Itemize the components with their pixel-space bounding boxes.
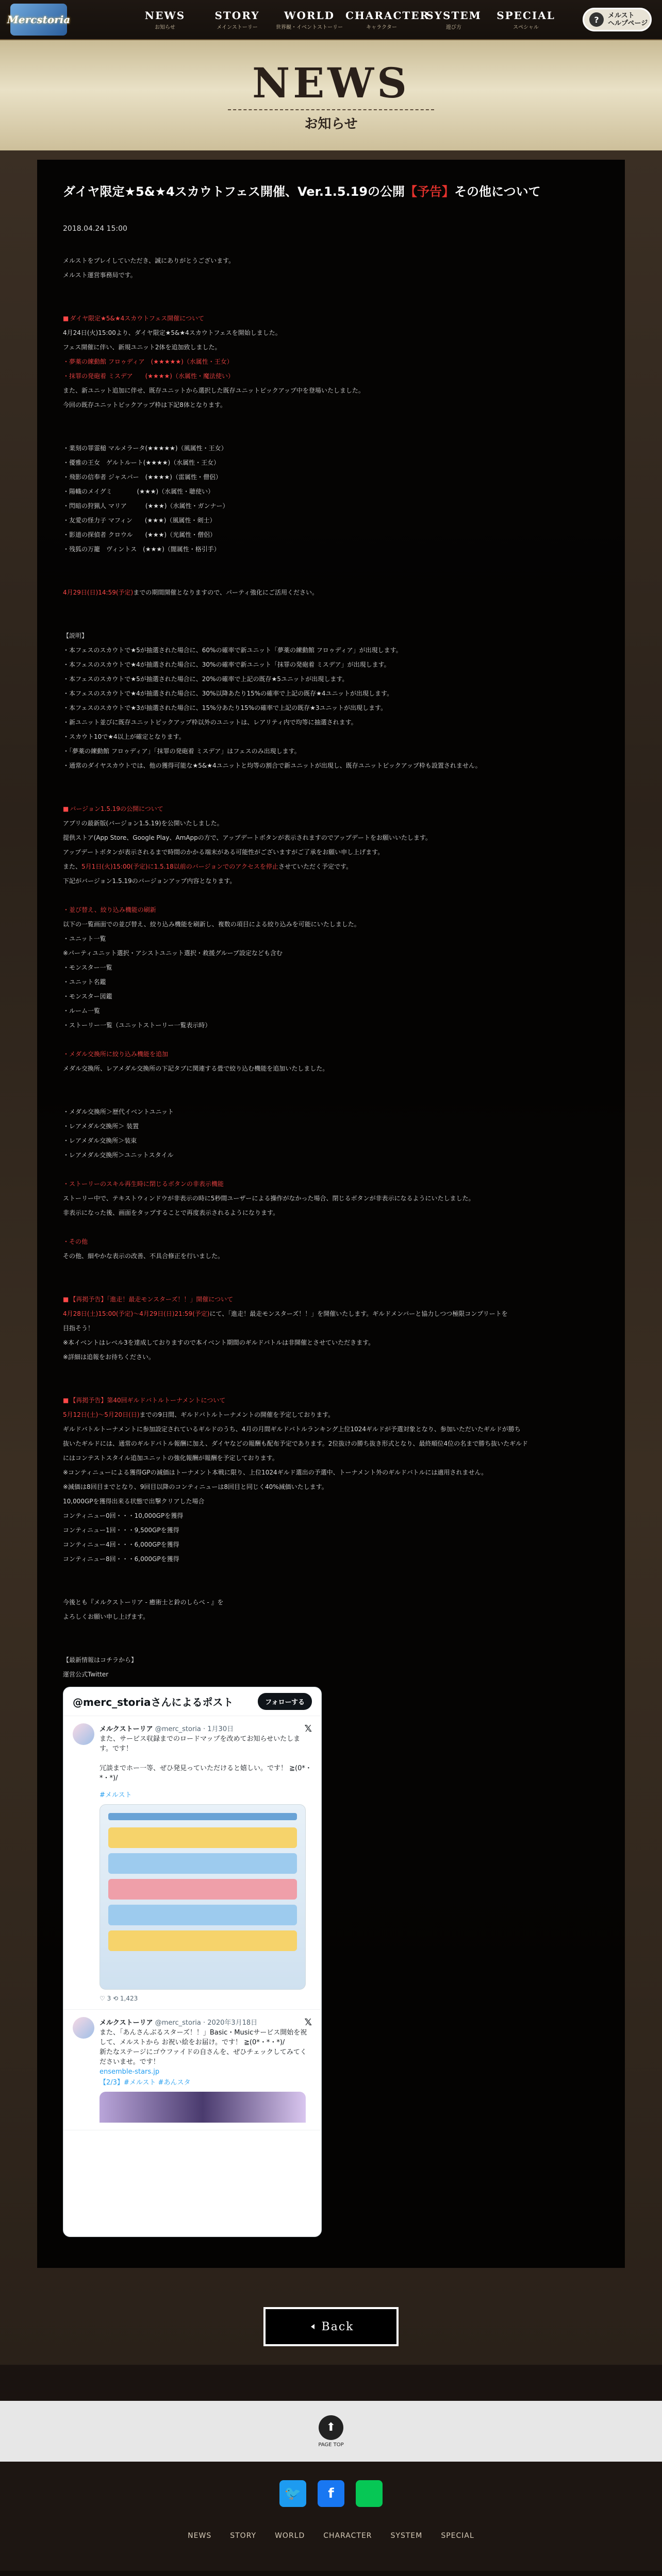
nav-label: WORLD [284, 9, 335, 22]
article-line [63, 1090, 599, 1105]
article-line: 【説明】 [63, 632, 88, 639]
article-line: また、新ユニット追加に伴せ、既存ユニットから選択した既存ユニットピックアップ中を登場いたしました。 [63, 387, 365, 394]
article-line: ・ストーリー一覧（ユニットストーリー一覧表示時） [63, 1022, 211, 1029]
article-line: コンティニュー0回・・・10,000GPを獲得 [63, 1512, 184, 1519]
nav-label: NEWS [144, 9, 186, 22]
article-line: 運営公式Twitter [63, 1671, 109, 1678]
article-line: ・業刻の罪霊槌 マルメラータ(★★★★★)（風属性・王女） [63, 445, 227, 452]
tweet-actions[interactable] [100, 1995, 312, 2002]
article-line [63, 427, 599, 441]
article-line: ・スカウト10で★4以上が確定となります。 [63, 733, 185, 740]
article-line: ・ユニット名鑑 [63, 978, 106, 986]
article-date: 2018.04.24 15:00 [63, 225, 127, 233]
line-icon[interactable] [356, 2480, 383, 2507]
article-line: よろしくお願い申し上げます。 [63, 1613, 150, 1620]
article-title-tail: その他について [454, 184, 541, 199]
article-line [63, 1624, 599, 1638]
nav-world[interactable] [273, 9, 345, 30]
article-line [63, 773, 599, 787]
site-footer [0, 2462, 662, 2576]
nav-label: STORY [214, 9, 260, 22]
article-line: ・レアメダル交換所＞装束 [63, 1137, 137, 1144]
article-line [63, 1076, 599, 1090]
tweet-image[interactable] [100, 1804, 306, 1990]
section-heading: ■ バージョン1.5.19の公開について [63, 802, 599, 816]
article-line: ・友愛の怪力子 マフィン (★★★)（風属性・剣士） [63, 517, 216, 524]
x-logo-icon: 𝕏 [304, 1723, 312, 1734]
article-line [63, 1220, 599, 1234]
article-line: ・飛影の信奉者 ジャスパー (★★★★)（雷属性・僧侶） [63, 473, 222, 481]
article-line [63, 556, 599, 571]
nav-sublabel: 世界観・イベントストーリー [276, 24, 343, 30]
nav-news[interactable] [129, 9, 201, 30]
image-graphic [108, 1905, 297, 1925]
article-line: にはコンテストスタイル追加ユニットの強化報酬が報酬を予定しております。 [63, 1454, 278, 1462]
article-line: ・残狐の万籠 ヴィントス (★★★)（闇属性・格引手） [63, 546, 220, 553]
footer-nav [0, 2532, 662, 2540]
page-title: NEWS [252, 58, 410, 107]
article-line: ・閃暗の狩猟人 マリア (★★★)（水属性・ガンナー） [63, 502, 229, 510]
back-label: Back [321, 2320, 354, 2333]
tweet-link[interactable]: ensemble-stars.jp [100, 2068, 160, 2076]
article-line: メルスト運営事務局です。 [63, 272, 137, 279]
question-icon: ? [589, 12, 604, 27]
article-line: ・レアメダル交換所＞ユニットスタイル [63, 1151, 174, 1159]
global-nav [129, 9, 562, 30]
nav-system[interactable] [418, 9, 490, 30]
image-graphic [108, 1930, 297, 1951]
article-line: ・その他 [63, 1238, 88, 1245]
article-line: ・本フェスのスカウトで★5が抽選された場合に、20%の確率で上記の既存★5ユニットが出現します。 [63, 675, 349, 683]
avatar[interactable] [73, 2017, 94, 2039]
back-wrap [0, 2307, 662, 2346]
twitter-icon[interactable]: 🐦 [279, 2480, 306, 2507]
article-line [63, 1581, 599, 1595]
article-text: 5月1日(火)15:00(予定)に1.5.18以前のバージョンでのアクセスを停止 [81, 863, 278, 870]
tweet-image[interactable] [100, 2092, 306, 2123]
article-text: までの期間開催となりますので、パーティ強化にご活用ください。 [133, 589, 319, 596]
nav-special[interactable] [490, 9, 562, 30]
article-text: 4月28日(土)15:00(予定)〜4月29日(日)21:59(予定) [63, 1310, 210, 1317]
article-line: ・メダル交換所＞歴代イベントユニット [63, 1108, 174, 1115]
article-title [63, 182, 599, 201]
news-article [37, 160, 625, 2268]
avatar[interactable] [73, 1723, 94, 1745]
tweet-author: メルクストーリア [100, 2019, 153, 2027]
article-title-tag: 【予告】 [405, 184, 455, 199]
nav-sublabel: スペシャル [513, 24, 539, 30]
article-line [63, 297, 599, 311]
help-label [608, 12, 648, 27]
tweet[interactable] [63, 1716, 321, 2010]
article-line: ・「夢薬の練動館 フロゥディア」「抹罪の発砲着 ミスデア」はフェスのみ出現します。 [63, 748, 301, 755]
article-line [63, 787, 599, 802]
article-line: コンティニュー8回・・・6,000GPを獲得 [63, 1555, 179, 1563]
site-header [0, 0, 662, 40]
article-line: 抜いたギルドには、通常のギルドバトル報酬に加え、ダイヤなどの報酬も配布予定であります。2位抜けの勝ち抜き形式となり、最終順位4位の名まで勝ち抜いたギルド [63, 1440, 528, 1447]
article-line: ギルドバトルトーナメントに参加設定されているギルドのうち、4月の月間ギルドバトルランキング上位1024ギルドが予選対象となり、参加いただいたギルドが勝ち [63, 1426, 521, 1433]
article-line [63, 571, 599, 585]
footer-nav-system[interactable]: SYSTEM [390, 2532, 423, 2540]
article-text: にて、「進走！最走モンスターズ！！」を開催いたします。ギルドメンバーと協力しつつ極限コンプリートを [209, 1310, 508, 1317]
footer-nav-story[interactable]: STORY [230, 2532, 257, 2540]
article-line [63, 1307, 599, 1321]
article-body [63, 253, 599, 1682]
article-line: ・通常のダイヤスカウトでは、他の獲得可能な★5&★4ユニットと均等の割合で新ユニットが出現し、既存ユニットピックアップ枠も設置されません。 [63, 762, 482, 769]
nav-sublabel: キャラクター [366, 24, 397, 30]
image-graphic [108, 1827, 297, 1848]
page-top-area [0, 2401, 662, 2462]
page-top-label[interactable]: PAGE TOP [318, 2442, 344, 2448]
article-line: ・陽幟のメイグミ (★★★)（水属性・聴使い） [63, 488, 214, 495]
article-line: ・ユニット一覧 [63, 935, 106, 942]
article-title-main: ダイヤ限定★5&★4スカウトフェス開催、Ver.1.5.19の公開 [63, 184, 405, 199]
article-line [63, 585, 599, 600]
article-line: ※パーティユニット選択・アシストユニット選択・救援グループ設定なども含む [63, 950, 283, 957]
nav-label: SYSTEM [426, 9, 482, 22]
twitter-embed[interactable] [63, 1687, 322, 2237]
section-heading: ■ 【再掲予告】「進走！最走モンスターズ！！」開催について [63, 1292, 599, 1307]
article-line [63, 412, 599, 427]
article-line [63, 859, 599, 874]
article-line: ・優雅の王女 ゲルトルート(★★★★)（水属性・王女） [63, 459, 220, 466]
article-line [63, 600, 599, 614]
tweet-handle: @merc_storia · 2020年3月18日 [155, 2019, 258, 2027]
footer-nav-character[interactable]: CHARACTER [323, 2532, 372, 2540]
article-text: させていただく予定です。 [278, 863, 352, 870]
article-line: アップデートボタンが表示されるまで時間のかかる端末がある可能性がございますがご了承をお願い申し上げます。 [63, 849, 384, 856]
article-line [63, 1278, 599, 1292]
article-line: ・並び替え、絞り込み機能の刷新 [63, 906, 156, 913]
article-line: ※詳細は追報をお待ちください。 [63, 1353, 155, 1361]
image-graphic [108, 1813, 297, 1820]
article-line: ※コンティニューによる獲得GPの減価はトーナメント本戦に限り、上位1024ギルド選出の予選中、トーナメント外のギルドバトルには適用されません。 [63, 1469, 488, 1476]
nav-story[interactable] [201, 9, 273, 30]
tweet-handle: @merc_storia · 1月30日 [155, 1725, 234, 1733]
page-subtitle: お知らせ [304, 116, 358, 132]
article-line: 今後とも『メルクストーリア - 癒術士と鈴のしらべ - 』を [63, 1599, 224, 1606]
article-line [63, 1162, 599, 1177]
article-line: メダル交換所、レアメダル交換所の下記タブに関連する畳で絞り込む機能を追加いたしました。 [63, 1065, 329, 1072]
twitter-embed-title: @merc_storiaさんによるポスト [73, 1696, 234, 1708]
nav-sublabel: 遊び方 [446, 24, 461, 30]
title-divider [228, 109, 434, 110]
site-logo[interactable] [7, 4, 71, 36]
article-text: までの9日間、ギルドバトルトーナメントの開催を予定しております。 [139, 1411, 335, 1418]
article-line: ・新ユニット並びに既存ユニットピックアップ枠以外のユニットは、レアリティ内で均等に抽選されます。 [63, 719, 357, 726]
article-line [63, 1408, 599, 1422]
nav-sublabel: メインストーリー [217, 24, 258, 30]
article-line [63, 1379, 599, 1393]
follow-button[interactable]: フォローする [258, 1693, 312, 1710]
article-line: 提供ストア(App Store、Google Play、AmAppの方で、アップデートボタンが表示されますのでアップデートをお願いいたします。 [63, 834, 432, 841]
help-page-button[interactable] [583, 8, 652, 31]
facebook-icon[interactable]: f [318, 2480, 344, 2507]
twitter-embed-header [63, 1687, 321, 1716]
article-line: 【最新情報はコチラから】 [63, 1656, 138, 1664]
help-label-line2: ヘルプページ [608, 20, 648, 27]
article-line: ・モンスター図鑑 [63, 993, 112, 1000]
article-line [63, 888, 599, 903]
article-text: 5月12日(土)〜5月20日(日) [63, 1411, 140, 1418]
tweet-stats: ♡ 3 ⟲ 1,423 [100, 1995, 138, 2002]
tweet-author: メルクストーリア [100, 1725, 153, 1733]
article-line: ・本フェスのスカウトで★5が抽選された場合に、60%の確率で新ユニット「夢薬の練動館 フロゥディア」が出現します。 [63, 647, 402, 654]
footer-nav-news[interactable]: NEWS [188, 2532, 212, 2540]
article-line: ・メダル交換所に絞り込み機能を追加 [63, 1050, 169, 1058]
tweet[interactable] [63, 2010, 321, 2130]
logo-text: Mercstoria [7, 13, 71, 26]
footer-nav-special[interactable]: SPECIAL [441, 2532, 474, 2540]
section-heading: ■ 【再掲予告】第40回ギルドバトルトーナメントについて [63, 1393, 599, 1408]
article-line: ・本フェスのスカウトで★4が抽選された場合に、30%の確率で新ユニット「抹罪の発砲着 ミスデア」が出現します。 [63, 661, 390, 668]
article-line: 10,000GPを獲得出来る状態で出撃クリアした場合 [63, 1498, 205, 1505]
tweet-text: また、「あんさんぶるスターズ！！」Basic・Musicサービス開始を祝して、メルストから お祝い絵をお届け。です！ ≧(0*・*・*)/ 新たなステージにゴウファイドの自さんを、ぜひチェックしてみてくださいませ。です！ [100, 2029, 307, 2066]
main-content [0, 150, 662, 2365]
article-line: ・モンスター一覧 [63, 964, 112, 971]
article-line: 非表示になった後、画面をタップすることで再度表示されるようになります。 [63, 1209, 279, 1216]
page-title-area [0, 40, 662, 150]
article-line: ・ストーリーのスキル再生時に閉じるボタンの非表示機能 [63, 1180, 224, 1188]
article-line [63, 614, 599, 629]
article-line: ※本イベントはレベル3を達成しておりますので本イベント期間のギルドバトルは非開催とさせていただきます。 [63, 1339, 375, 1346]
article-line: 以下の一覧画面での並び替え、絞り込み機能を刷新し、複数の項目による絞り込みを可能にいたしました。 [63, 921, 360, 928]
article-line: ・レアメダル交換所＞ 装置 [63, 1123, 139, 1130]
article-line: ・影道の探偵者 クロウル (★★★)（光属性・僧侶） [63, 531, 217, 538]
article-line: ・夢薬の練動館 フロゥディア (★★★★★)（水属性・王女） [63, 358, 233, 365]
article-line: 目指そう！ [63, 1325, 94, 1332]
arrow-up-icon[interactable]: ⬆ [319, 2415, 343, 2440]
help-label-line1: メルスト [608, 12, 635, 20]
x-logo-icon: 𝕏 [304, 2017, 312, 2028]
nav-character[interactable] [345, 9, 430, 30]
article-line: 4月24日(火)15:00より、ダイヤ限定★5&★4スカウトフェスを開始しました。 [63, 329, 282, 336]
article-line: ・本フェスのスカウトで★4が抽選された場合に、30%以降あたり15%の確率で上記の既存★4ユニットが出現します。 [63, 690, 393, 697]
article-line [63, 282, 599, 297]
corporate-logos [0, 2571, 662, 2576]
article-line: ・本フェスのスカウトで★3が抽選された場合に、15%分あたり15%の確率で上記の既存★3ユニットが出現します。 [63, 704, 387, 711]
tweet-meta [100, 1723, 312, 1733]
article-line [63, 1263, 599, 1278]
tweet-hashtag[interactable]: 【2/3】#メルスト #あんスタ [100, 2079, 191, 2087]
article-text: 4月29日(日)14:59(予定) [63, 589, 134, 596]
article-line: ※減価は8回目までとなり、9回目以降のコンティニューは8回目と同じく40%減価いたします。 [63, 1483, 328, 1490]
tweet-hashtag[interactable]: #メルスト [100, 1791, 132, 1799]
article-line [63, 1638, 599, 1653]
article-line: メルストをプレイしていただき、誠にありがとうございます。 [63, 257, 235, 264]
article-line: 下記がバージョン1.5.19のバージョンアップ内容となります。 [63, 877, 236, 885]
article-line: コンティニュー4回・・・6,000GPを獲得 [63, 1541, 179, 1548]
nav-sublabel: お知らせ [155, 24, 175, 30]
nav-label: SPECIAL [496, 9, 555, 22]
article-line: フェス開催に伴い、新規ユニット2体を追加致しました。 [63, 344, 221, 351]
article-line: コンティニュー1回・・・9,500GPを獲得 [63, 1527, 179, 1534]
image-graphic [108, 1853, 297, 1874]
article-line: アプリの最新版(バージョン1.5.19)を公開いたしました。 [63, 820, 223, 827]
section-heading: ■ ダイヤ限定★5&★4スカウトフェス開催について [63, 311, 599, 326]
article-line: ストーリー中で、テキストウィンドウが非表示の時に5秒間ユーザーによる操作がなかった場合、閉じるボタンが非表示になるようにいたしました。 [63, 1195, 475, 1202]
tweet-meta [100, 2017, 312, 2027]
image-graphic [108, 1879, 297, 1900]
article-line [63, 1566, 599, 1581]
article-line: ・抹罪の発砲着 ミスデア (★★★★)（水属性・魔法使い） [63, 372, 234, 380]
tweet-text: また、サービス収録までのロードマップを改めてお知らせいたします。です！ 冗談までホー一等、ぜひ発見っていただけると嬉しい。です！ ≧(0*・*・*)/ [100, 1735, 312, 1782]
article-line [63, 1364, 599, 1379]
article-line: 今回の既存ユニットピックアップ枠は下記8体となります。 [63, 401, 226, 409]
nav-label: CHARACTER [345, 9, 430, 22]
article-text: また、 [63, 863, 82, 870]
back-button[interactable] [263, 2307, 399, 2346]
article-line [63, 1032, 599, 1047]
article-line: その他、細やかな表示の改善、不具合修正を行いました。 [63, 1252, 224, 1260]
sns-links [0, 2480, 662, 2507]
article-line: ・ルーム一覧 [63, 1007, 101, 1014]
footer-nav-world[interactable]: WORLD [275, 2532, 305, 2540]
